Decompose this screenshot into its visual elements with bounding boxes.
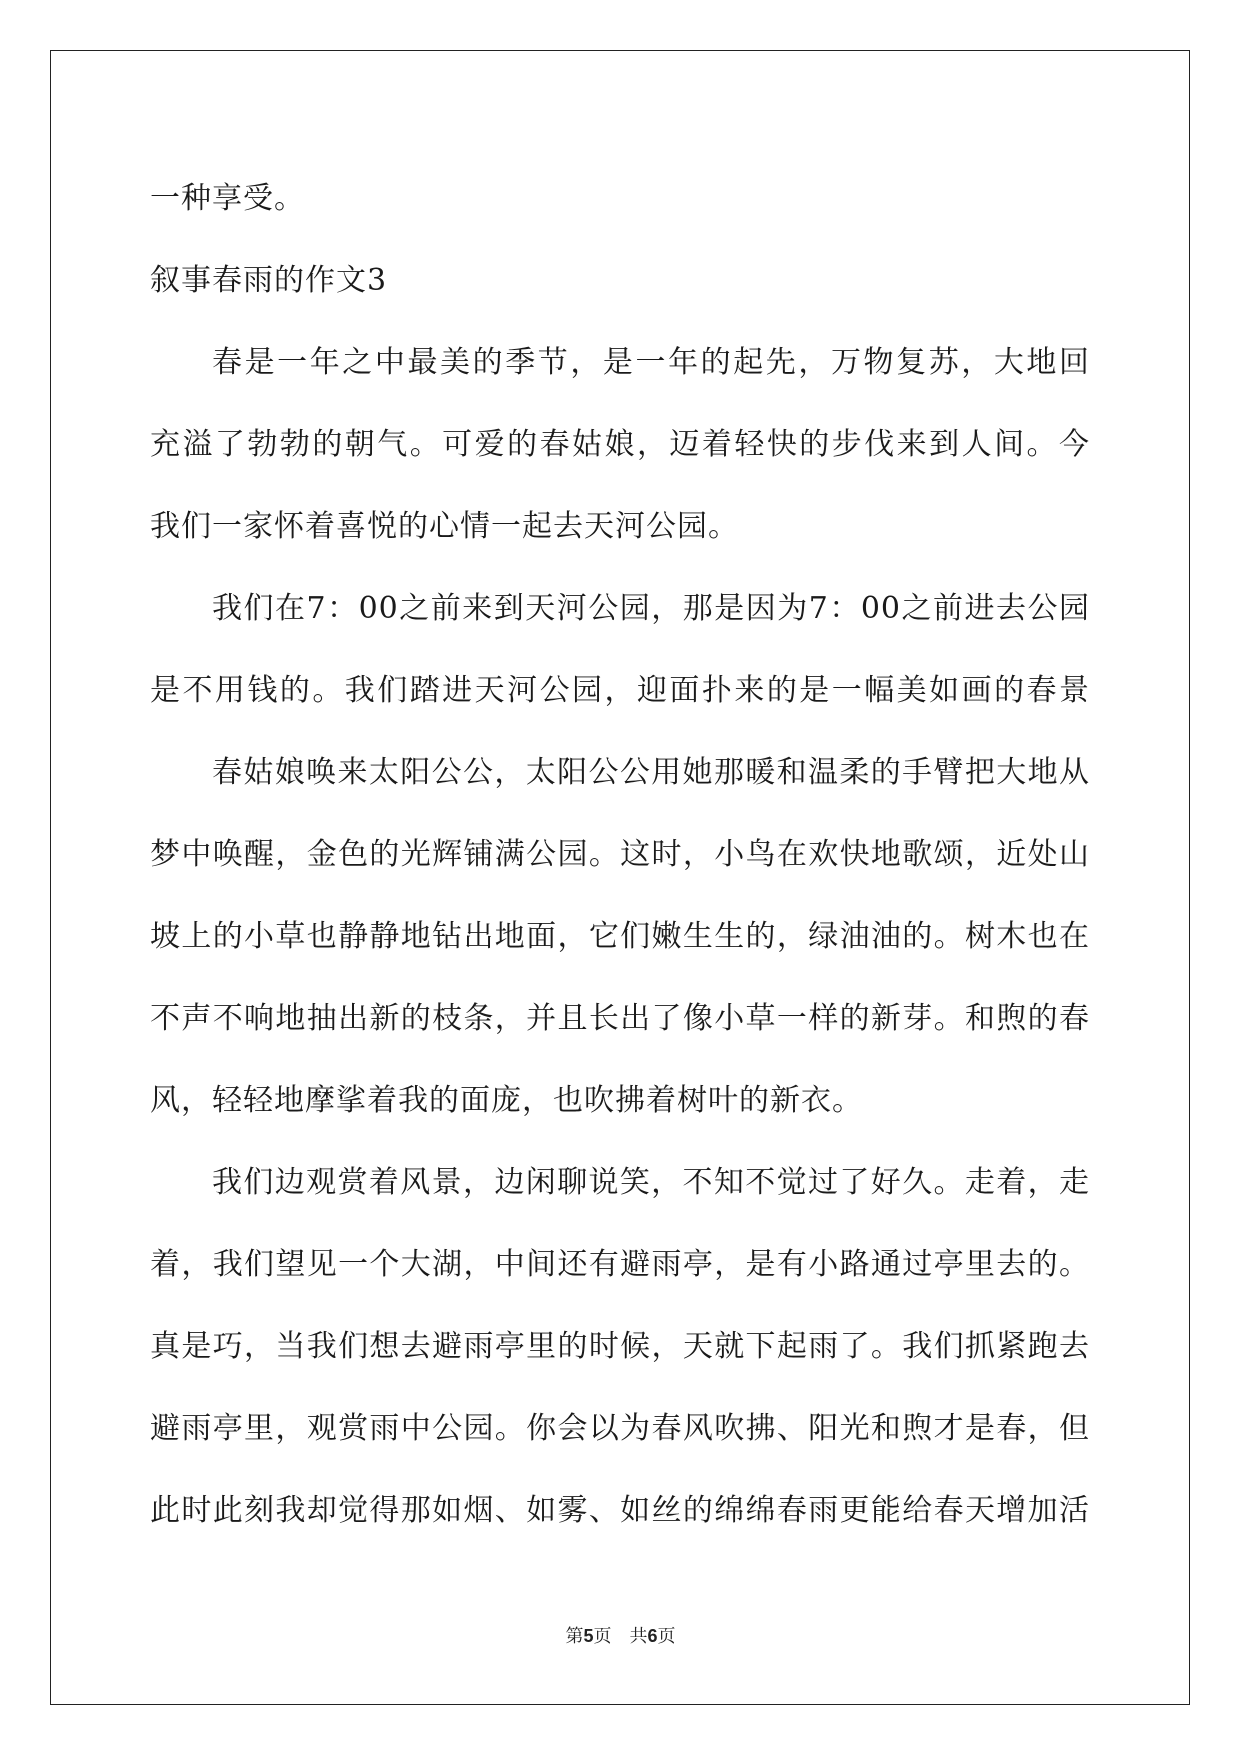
document-body (150, 158, 1090, 1552)
paragraph-line: 春是一年之中最美的季节，是一年的起先，万物复苏，大地回 (212, 345, 1090, 380)
page-footer (0, 1622, 1241, 1648)
paragraph-line: 充溢了勃勃的朝气。可爱的春姑娘，迈着轻快的步伐来到人间。今 (150, 427, 1090, 462)
text-line: 一种享受。 (150, 181, 305, 216)
current-page-number: 5 (583, 1626, 594, 1646)
paragraph-line: 不声不响地抽出新的枝条，并且长出了像小草一样的新芽。和煦的春 (150, 1001, 1090, 1036)
paragraph-line: 真是巧，当我们想去避雨亭里的时候，天就下起雨了。我们抓紧跑去 (150, 1329, 1090, 1364)
paragraph-line: 春姑娘唤来太阳公公，太阳公公用她那暖和温柔的手臂把大地从 (212, 755, 1090, 790)
page-prefix: 第 (565, 1626, 584, 1647)
paragraph-line: 风，轻轻地摩挲着我的面庞，也吹拂着树叶的新衣。 (150, 1083, 863, 1118)
paragraph-line: 坡上的小草也静静地钻出地面，它们嫩生生的，绿油油的。树木也在 (150, 919, 1090, 954)
paragraph-line: 梦中唤醒，金色的光辉铺满公园。这时，小鸟在欢快地歌颂，近处山 (150, 837, 1090, 872)
total-suffix: 页 (657, 1626, 676, 1647)
paragraph-line: 是不用钱的。我们踏进天河公园，迎面扑来的是一幅美如画的春景 (150, 673, 1090, 708)
total-page-count: 6 (647, 1626, 658, 1646)
paragraph-line: 我们在7：00之前来到天河公园，那是因为7：00之前进去公园 (212, 591, 1090, 626)
page-suffix: 页 (593, 1626, 612, 1647)
section-title: 叙事春雨的作文3 (150, 263, 388, 298)
paragraph-line: 着，我们望见一个大湖，中间还有避雨亭，是有小路通过亭里去的。 (150, 1247, 1090, 1282)
paragraph-line: 我们边观赏着风景，边闲聊说笑，不知不觉过了好久。走着，走 (212, 1165, 1090, 1200)
paragraph-line: 此时此刻我却觉得那如烟、如雾、如丝的绵绵春雨更能给春天增加活 (150, 1493, 1090, 1528)
total-prefix: 共 (629, 1626, 648, 1647)
paragraph-line: 我们一家怀着喜悦的心情一起去天河公园。 (150, 509, 739, 544)
paragraph-line: 避雨亭里，观赏雨中公园。你会以为春风吹拂、阳光和煦才是春，但 (150, 1411, 1090, 1446)
